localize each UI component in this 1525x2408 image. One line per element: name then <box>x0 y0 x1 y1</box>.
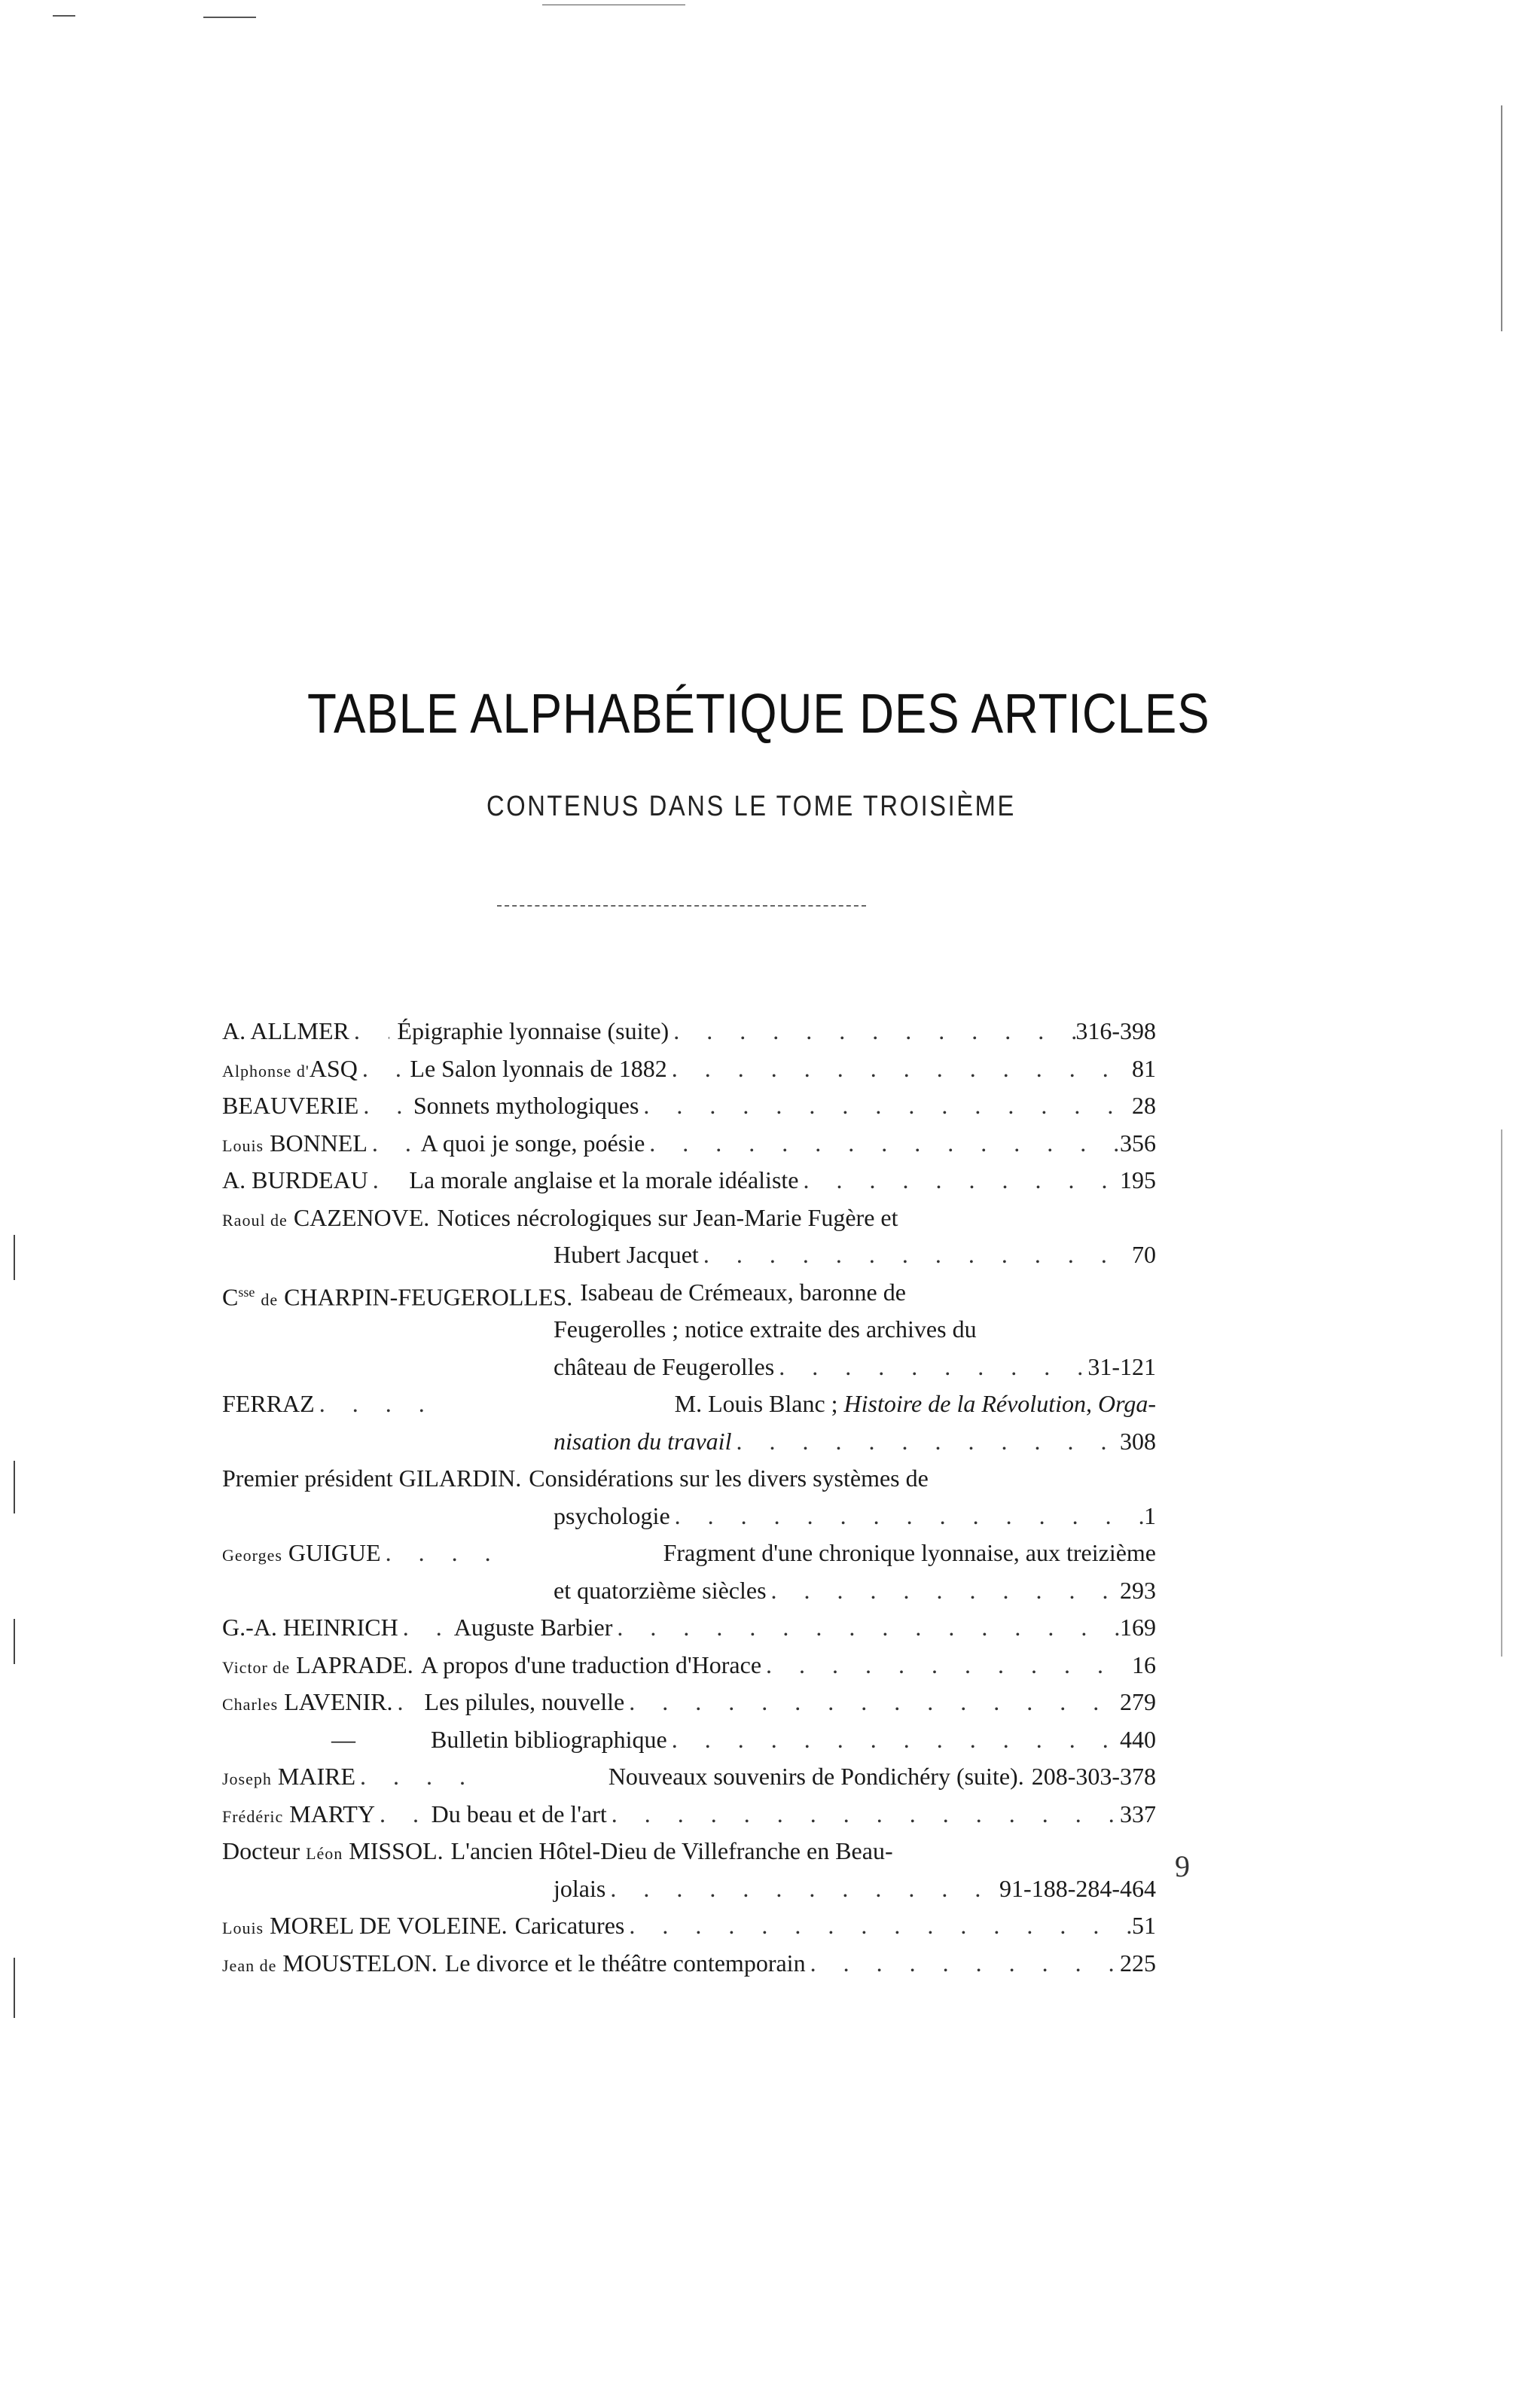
entry-title-continuation: château de Feugerolles <box>554 1352 775 1380</box>
entry-author: Alphonse d'ASQ <box>222 1054 358 1082</box>
entry-author: Louis BONNEL <box>222 1129 368 1157</box>
entry-author: FERRAZ <box>222 1390 315 1417</box>
leader-dots <box>806 1945 1120 1983</box>
entry-title: La morale anglaise et la morale idéaliste <box>409 1166 799 1193</box>
index-row <box>222 1385 1156 1423</box>
entry-title-continuation: Feugerolles ; notice extraite des archives du <box>554 1315 977 1343</box>
page-subtitle: CONTENUS DANS LE TOME TROISIÈME <box>486 791 1016 822</box>
entry-pages: 308 <box>1120 1427 1156 1455</box>
scan-artifact <box>1501 1129 1502 1657</box>
leader-dots <box>670 1498 1144 1535</box>
entry-title-continuation: et quatorzième siècles <box>554 1576 767 1604</box>
entry-author: Charles LAVENIR. <box>222 1688 393 1715</box>
index-row <box>222 1833 1156 1870</box>
leader-dots <box>624 1684 1120 1721</box>
article-index <box>222 1013 1156 1982</box>
leader-dots <box>368 1162 402 1199</box>
entry-pages: 1 <box>1144 1501 1156 1529</box>
index-row-continuation <box>222 1349 1156 1386</box>
entry-author: Docteur Léon MISSOL. <box>222 1837 444 1864</box>
entry-pages: 70 <box>1132 1241 1156 1268</box>
leader-dots <box>368 1125 413 1163</box>
entry-title: Les pilules, nouvelle <box>424 1688 625 1715</box>
index-row <box>222 1796 1156 1833</box>
entry-author: A. BURDEAU <box>222 1166 368 1193</box>
entry-title: L'ancien Hôtel-Dieu de Villefranche en Beau- <box>450 1837 893 1864</box>
entry-title: Caricatures <box>514 1912 625 1939</box>
entry-pages: 316-398 <box>1075 1017 1156 1044</box>
entry-title: Notices nécrologiques sur Jean-Marie Fugère et <box>437 1203 898 1231</box>
index-row <box>222 1907 1156 1945</box>
index-row <box>222 1460 1156 1498</box>
entry-pages: 440 <box>1120 1725 1156 1753</box>
index-row-continuation <box>222 1498 1156 1535</box>
index-row <box>222 1274 1156 1312</box>
entry-pages: 279 <box>1120 1688 1156 1715</box>
entry-title: Isabeau de Crémeaux, baronne de <box>580 1278 906 1306</box>
entry-pages: 31-121 <box>1087 1352 1156 1380</box>
leader-dots <box>761 1647 1132 1684</box>
index-row-continuation <box>222 1572 1156 1610</box>
scan-artifact <box>14 1958 15 2018</box>
entry-title: Considérations sur les divers systèmes de <box>529 1465 929 1492</box>
leader-dots <box>398 1609 447 1647</box>
entry-title: Auguste Barbier <box>453 1614 613 1641</box>
index-row <box>222 1945 1156 1983</box>
leader-dots <box>605 1870 999 1908</box>
leader-dots <box>375 1796 424 1833</box>
index-row <box>222 1684 1156 1721</box>
leader-dots <box>767 1572 1120 1610</box>
leader-dots <box>639 1087 1132 1125</box>
leader-dots <box>355 1758 601 1796</box>
entry-title-continuation: nisation du travail <box>554 1427 732 1455</box>
entry-pages: 81 <box>1132 1054 1156 1082</box>
index-row-continuation <box>222 1311 1156 1349</box>
page-title: TABLE ALPHABÉTIQUE DES ARTICLES <box>307 682 1210 745</box>
index-row <box>222 1721 1156 1759</box>
leader-dots <box>349 1013 390 1050</box>
leader-dots <box>699 1236 1132 1274</box>
entry-pages: 169 <box>1120 1614 1156 1641</box>
index-row-continuation <box>222 1870 1156 1908</box>
leader-dots <box>667 1050 1132 1088</box>
entry-title-continuation: Hubert Jacquet <box>554 1241 699 1268</box>
index-row-continuation <box>222 1423 1156 1461</box>
leader-dots <box>667 1721 1120 1759</box>
leader-dots <box>798 1162 1120 1199</box>
entry-author: Georges GUIGUE <box>222 1539 381 1566</box>
entry-author: BEAUVERIE <box>222 1092 359 1119</box>
entry-author: Joseph MAIRE <box>222 1763 355 1790</box>
index-row <box>222 1609 1156 1647</box>
entry-author: — <box>331 1725 355 1753</box>
leader-dots <box>731 1423 1120 1461</box>
entry-pages: 195 <box>1120 1166 1156 1193</box>
leader-dots <box>774 1349 1087 1386</box>
leader-dots <box>358 1087 406 1125</box>
entry-author: Premier président GILARDIN. <box>222 1465 522 1492</box>
index-row-continuation <box>222 1236 1156 1274</box>
index-row <box>222 1647 1156 1684</box>
entry-author: Jean de MOUSTELON. <box>222 1949 438 1977</box>
entry-pages: 91-188-284-464 <box>999 1874 1156 1902</box>
entry-title: A propos d'une traduction d'Horace <box>420 1651 762 1678</box>
entry-pages: 293 <box>1120 1576 1156 1604</box>
entry-title-continuation: jolais <box>554 1874 606 1902</box>
entry-author: $C^{sse}$ de CHARPIN-FEUGEROLLES. <box>222 1283 573 1311</box>
entry-pages: 356 <box>1120 1129 1156 1157</box>
index-row <box>222 1013 1156 1050</box>
entry-pages: 28 <box>1132 1092 1156 1119</box>
entry-title: Sonnets mythologiques <box>413 1092 639 1119</box>
entry-author: Raoul de CAZENOVE. <box>222 1203 430 1231</box>
scan-artifact <box>53 15 75 17</box>
leader-dots <box>315 1385 667 1423</box>
index-row <box>222 1535 1156 1572</box>
entry-pages: 225 <box>1120 1949 1156 1977</box>
leader-dots <box>624 1907 1132 1945</box>
entry-pages: 16 <box>1132 1651 1156 1678</box>
index-row <box>222 1125 1156 1163</box>
entry-title: Du beau et de l'art <box>431 1800 607 1827</box>
entry-title: Nouveaux souvenirs de Pondichéry (suite). <box>608 1763 1024 1790</box>
leader-dots <box>645 1125 1120 1163</box>
entry-title: A quoi je songe, poésie <box>420 1129 645 1157</box>
leader-dots <box>381 1535 656 1572</box>
entry-author: Louis MOREL DE VOLEINE. <box>222 1912 508 1939</box>
leader-dots <box>393 1684 417 1721</box>
index-row <box>222 1199 1156 1237</box>
index-row <box>222 1162 1156 1199</box>
scan-artifact <box>1501 105 1502 331</box>
entry-pages: 337 <box>1120 1800 1156 1827</box>
scan-artifact <box>14 1619 15 1664</box>
entry-author: A. ALLMER <box>222 1017 349 1044</box>
index-row <box>222 1087 1156 1125</box>
scan-artifact <box>14 1235 15 1280</box>
entry-title: Le Salon lyonnais de 1882 <box>410 1054 667 1082</box>
divider-rule <box>497 905 866 907</box>
index-row <box>222 1758 1156 1796</box>
entry-title: Bulletin bibliographique <box>431 1725 667 1753</box>
entry-title: Le divorce et le théâtre contemporain <box>444 1949 806 1977</box>
entry-title-continuation: psychologie <box>554 1501 670 1529</box>
entry-author: Frédéric MARTY <box>222 1800 375 1827</box>
margin-annotation: 9 <box>1175 1849 1190 1883</box>
leader-dots <box>358 1050 403 1088</box>
leader-dots <box>607 1796 1120 1833</box>
entry-author: Victor de LAPRADE. <box>222 1651 413 1678</box>
entry-title: Épigraphie lyonnaise (suite) <box>397 1017 669 1044</box>
leader-dots <box>612 1609 1120 1647</box>
entry-author: G.-A. HEINRICH <box>222 1614 398 1641</box>
entry-pages: 208-303-378 <box>1031 1763 1156 1790</box>
scan-artifact <box>14 1461 15 1513</box>
scan-artifact <box>203 17 256 18</box>
entry-title: M. Louis Blanc ; Histoire de la Révolution, Orga- <box>674 1390 1156 1417</box>
index-row <box>222 1050 1156 1088</box>
entry-title: Fragment d'une chronique lyonnaise, aux treizième <box>663 1539 1156 1566</box>
entry-pages: 51 <box>1132 1912 1156 1939</box>
leader-dots <box>669 1013 1075 1050</box>
